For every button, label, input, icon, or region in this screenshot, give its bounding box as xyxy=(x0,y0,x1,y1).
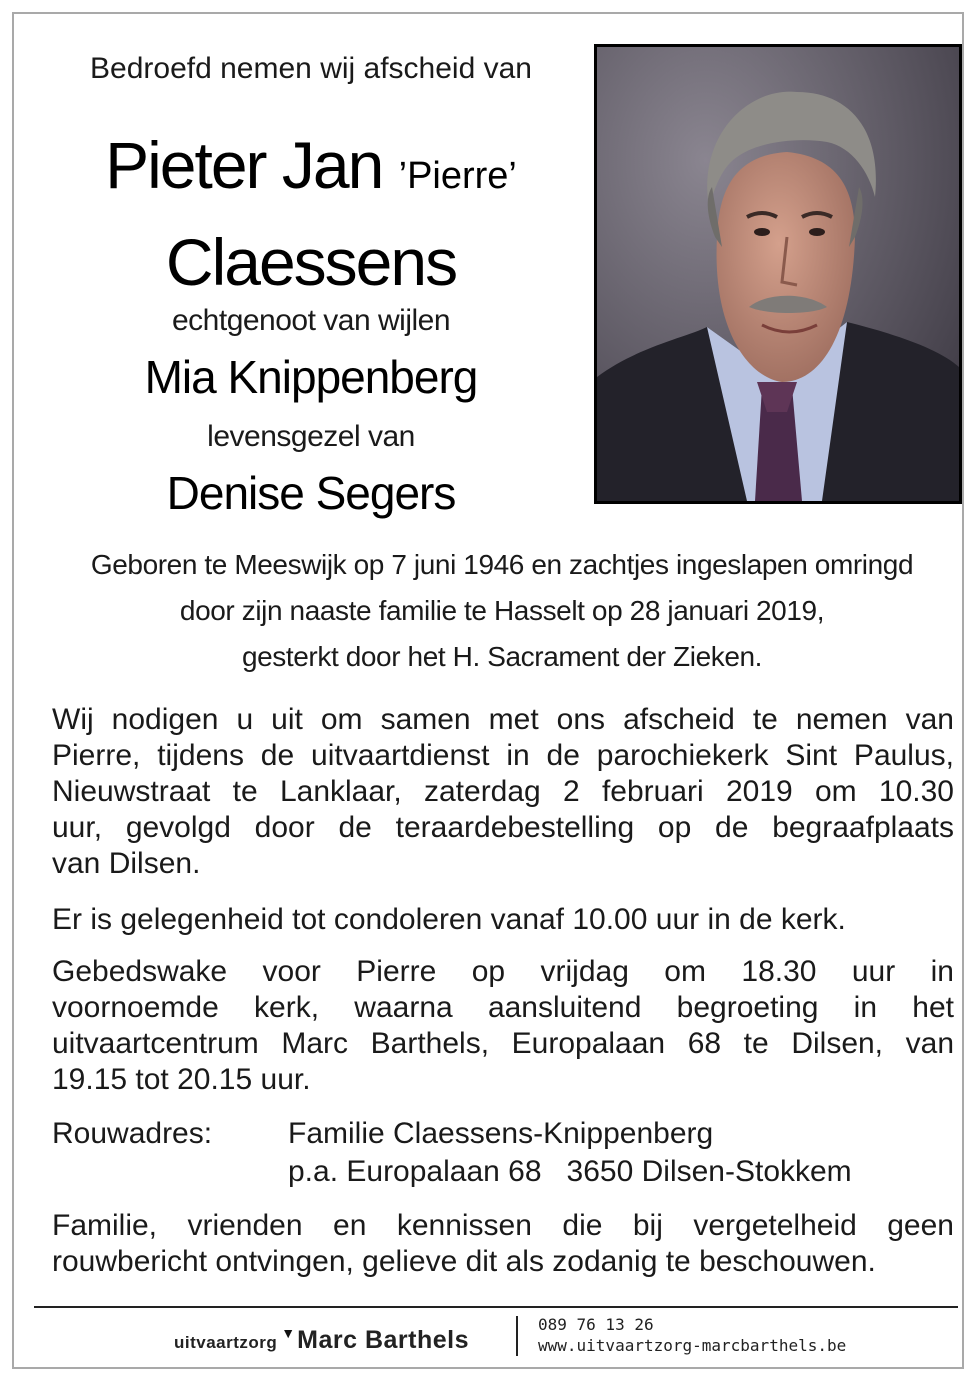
funeral-home-logo xyxy=(174,1326,469,1360)
birth-death-line: gesterkt door het H. Sacrament der Zieken. xyxy=(241,641,763,672)
portrait-illustration xyxy=(597,47,959,501)
address-line-1: Familie Claessens-Knippenberg xyxy=(288,1117,714,1150)
footer-divider xyxy=(34,1306,958,1308)
invitation-paragraph xyxy=(52,702,954,882)
birth-death-line: door zijn naaste familie te Hasselt op 28 januari 2019, xyxy=(179,595,825,626)
partner-name: Denise Segers xyxy=(166,467,456,519)
website-link[interactable]: www.uitvaartzorg-marcbarthels.be xyxy=(538,1336,847,1355)
spouse-name: Mia Knippenberg xyxy=(144,351,478,403)
closing-line: rouwbericht ontvingen, gelieve dit als zodanig te beschouwen. xyxy=(52,1245,876,1278)
wake-line: Gebedswake voor Pierre op vrijdag om 18.30 uur in xyxy=(52,955,954,988)
invitation-line: Pierre, tijdens de uitvaartdienst in de parochiekerk Sint Paulus, xyxy=(52,739,954,772)
wake-line: 19.15 tot 20.15 uur. xyxy=(52,1063,311,1096)
condolences-text: Er is gelegenheid tot condoleren vanaf 10.00 uur in de kerk. xyxy=(52,903,846,936)
contact-info xyxy=(538,1314,846,1356)
phone-number: 089 76 13 26 xyxy=(538,1315,654,1334)
invitation-line: uur, gevolgd door de teraardebestelling op de begraafplaats xyxy=(52,811,954,844)
partner-label: levensgezel van xyxy=(207,420,415,453)
deceased-name xyxy=(28,122,594,305)
intro-text: Bedroefd nemen wij afscheid van xyxy=(90,52,532,85)
closing-line: Familie, vrienden en kennissen die bij vergetelheid geen xyxy=(52,1209,954,1242)
deceased-nickname: ’Pierre’ xyxy=(398,155,517,197)
invitation-line: Wij nodigen u uit om samen met ons afscheid te nemen van xyxy=(52,703,954,736)
address-label: Rouwadres: xyxy=(52,1117,213,1150)
deceased-first-names: Pieter Jan xyxy=(105,128,383,202)
wake-paragraph xyxy=(52,954,954,1098)
spouse-label: echtgenoot van wijlen xyxy=(171,304,451,337)
birth-death-text xyxy=(44,542,960,680)
brand-name: Marc Barthels xyxy=(297,1326,470,1354)
closing-paragraph xyxy=(52,1208,954,1280)
obituary-card xyxy=(12,12,964,1369)
wake-line: uitvaartcentrum Marc Barthels, Europalaan 68 te Dilsen, van xyxy=(52,1027,954,1060)
footer-separator xyxy=(516,1316,518,1356)
wake-line: voornoemde kerk, waarna aansluitend begroeting in het xyxy=(52,991,954,1024)
deceased-surname: Claessens xyxy=(165,225,457,299)
invitation-line: Nieuwstraat te Lanklaar, zaterdag 2 februari 2019 om 10.30 xyxy=(52,775,954,808)
triangle-down-icon: ▼ xyxy=(281,1325,296,1341)
address-line-2: p.a. Europalaan 68 3650 Dilsen-Stokkem xyxy=(288,1155,852,1188)
brand-tagline: uitvaartzorg xyxy=(174,1333,278,1352)
portrait-photo xyxy=(594,44,962,504)
invitation-line: van Dilsen. xyxy=(52,847,201,880)
birth-death-line: Geboren te Meeswijk op 7 juni 1946 en zachtjes ingeslapen omringd xyxy=(90,549,914,580)
